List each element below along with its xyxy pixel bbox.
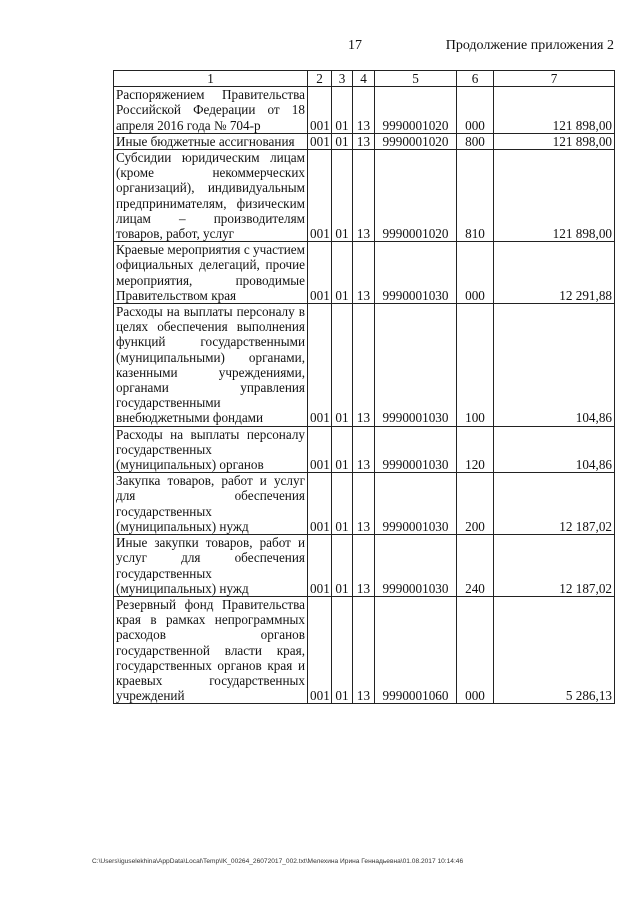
file-path-footer: C:\Users\iguselekhina\AppData\Local\Temp\IK_00264_26072017_002.txt\Мелехина Ирина Геннадьевна\01.08.2017 10:14:46 — [92, 858, 464, 865]
cell-code: 01 — [332, 87, 353, 134]
cell-code: 200 — [457, 473, 494, 535]
cell-code: 000 — [457, 242, 494, 304]
cell-amount: 12 291,88 — [494, 242, 615, 304]
cell-code: 9990001030 — [375, 473, 457, 535]
table-row — [114, 473, 615, 535]
cell-amount: 104,86 — [494, 304, 615, 427]
cell-code: 120 — [457, 426, 494, 473]
row-name: Расходы на выплаты персоналу государственных (муниципальных) органов — [114, 426, 308, 473]
row-name: Иные бюджетные ассигнования — [114, 133, 308, 149]
table-row — [114, 535, 615, 597]
cell-code: 13 — [353, 304, 375, 427]
cell-code: 100 — [457, 304, 494, 427]
header-row — [114, 71, 615, 87]
cell-code: 13 — [353, 133, 375, 149]
cell-code: 001 — [308, 133, 332, 149]
row-name: Иные закупки товаров, работ и услуг для обеспечения государственных (муниципальных) нужд — [114, 535, 308, 597]
cell-code: 9990001030 — [375, 304, 457, 427]
cell-code: 001 — [308, 426, 332, 473]
table-body — [114, 87, 615, 704]
cell-code: 001 — [308, 596, 332, 703]
cell-code: 001 — [308, 242, 332, 304]
column-header: 7 — [494, 71, 615, 87]
column-header: 3 — [332, 71, 353, 87]
row-name: Резервный фонд Правительства края в рамках непрограммных расходов органов государственной власти края, государственных органов края и краевых государственных учреждений — [114, 596, 308, 703]
table-row — [114, 426, 615, 473]
budget-table — [113, 70, 615, 704]
cell-code: 9990001030 — [375, 242, 457, 304]
column-header: 2 — [308, 71, 332, 87]
cell-code: 01 — [332, 150, 353, 242]
cell-code: 9990001060 — [375, 596, 457, 703]
column-header: 5 — [375, 71, 457, 87]
cell-code: 01 — [332, 596, 353, 703]
cell-code: 810 — [457, 150, 494, 242]
row-name: Субсидии юридическим лицам (кроме некоммерческих организаций), индивидуальным предпринимателям, физическим лицам – производителям товаров, работ, услуг — [114, 150, 308, 242]
cell-amount: 104,86 — [494, 426, 615, 473]
table-row — [114, 596, 615, 703]
table-header — [114, 71, 615, 87]
cell-code: 13 — [353, 150, 375, 242]
cell-code: 01 — [332, 535, 353, 597]
cell-code: 13 — [353, 242, 375, 304]
column-header: 1 — [114, 71, 308, 87]
cell-code: 9990001020 — [375, 133, 457, 149]
cell-code: 13 — [353, 473, 375, 535]
cell-code: 000 — [457, 596, 494, 703]
cell-amount: 12 187,02 — [494, 473, 615, 535]
table-row — [114, 87, 615, 134]
row-name: Распоряжением Правительства Российской Федерации от 18 апреля 2016 года № 704-р — [114, 87, 308, 134]
cell-code: 001 — [308, 473, 332, 535]
cell-code: 9990001020 — [375, 150, 457, 242]
cell-code: 001 — [308, 304, 332, 427]
column-header: 4 — [353, 71, 375, 87]
cell-code: 800 — [457, 133, 494, 149]
cell-amount: 121 898,00 — [494, 150, 615, 242]
row-name: Краевые мероприятия с участием официальных делегаций, прочие мероприятия, проводимые Правительством края — [114, 242, 308, 304]
cell-code: 13 — [353, 596, 375, 703]
cell-code: 13 — [353, 87, 375, 134]
column-header: 6 — [457, 71, 494, 87]
cell-code: 001 — [308, 150, 332, 242]
cell-code: 001 — [308, 87, 332, 134]
cell-code: 13 — [353, 535, 375, 597]
cell-code: 01 — [332, 242, 353, 304]
cell-code: 001 — [308, 535, 332, 597]
cell-code: 9990001030 — [375, 535, 457, 597]
table-row — [114, 150, 615, 242]
cell-code: 9990001020 — [375, 87, 457, 134]
cell-code: 01 — [332, 473, 353, 535]
cell-code: 01 — [332, 304, 353, 427]
page-number: 17 — [348, 38, 362, 53]
table-row — [114, 304, 615, 427]
cell-code: 01 — [332, 426, 353, 473]
cell-amount: 12 187,02 — [494, 535, 615, 597]
row-name: Закупка товаров, работ и услуг для обеспечения государственных (муниципальных) нужд — [114, 473, 308, 535]
cell-code: 000 — [457, 87, 494, 134]
cell-amount: 121 898,00 — [494, 87, 615, 134]
cell-code: 9990001030 — [375, 426, 457, 473]
cell-amount: 5 286,13 — [494, 596, 615, 703]
table-row — [114, 242, 615, 304]
table-row — [114, 133, 615, 149]
cell-amount: 121 898,00 — [494, 133, 615, 149]
cell-code: 13 — [353, 426, 375, 473]
row-name: Расходы на выплаты персоналу в целях обеспечения выполнения функций государственными (муниципальными) органами, казенными учреждениями, органами управления государственными внебюджетными фондами — [114, 304, 308, 427]
cell-code: 01 — [332, 133, 353, 149]
continuation-label: Продолжение приложения 2 — [445, 38, 614, 53]
cell-code: 240 — [457, 535, 494, 597]
